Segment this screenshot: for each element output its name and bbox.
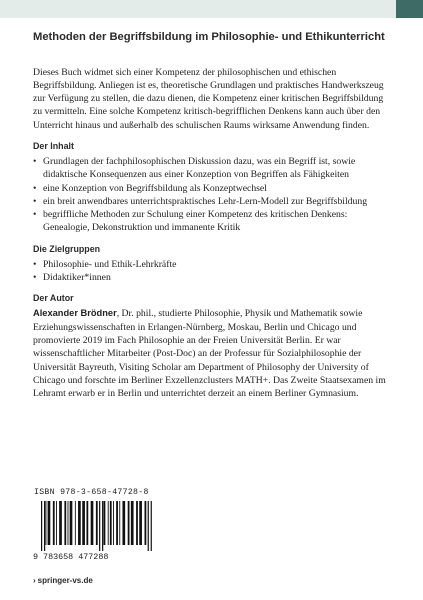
barcode-bar [96,501,98,545]
barcode-bar [82,501,85,545]
barcode-bar [48,501,51,545]
list-item: • Philosophie- und Ethik-Lehrkräfte [33,258,177,270]
list-item: • Didaktiker*innen [33,272,111,284]
list-item: • ein breit anwendbares unterrichtspraktisches Lehr-Lern-Modell zur Begriffsbildung [33,195,368,207]
author-bio [33,307,389,400]
barcode-bar [59,501,62,545]
inhalt-heading: Der Inhalt [33,140,74,151]
barcode-bar [46,501,47,545]
barcode-bars [41,501,205,551]
barcode-bar [122,501,125,545]
bullet-icon: • [33,155,37,167]
barcode-bar [148,501,149,551]
chevron-right-icon: › [33,576,36,585]
author-name: Alexander Brödner [33,308,117,319]
top-color-band [0,0,423,18]
bullet-icon: • [33,195,37,207]
barcode-bar [99,501,100,551]
publisher-url-text: springer-vs.de [37,576,93,585]
barcode-bar [104,501,106,545]
cover-text [33,30,389,400]
barcode-bar [68,501,69,545]
list-item: • eine Konzeption von Begriffsbildung als Konzeptwechsel [33,182,267,194]
bullet-icon: • [33,272,37,284]
barcode-bar [75,501,76,545]
isbn-label: ISBN 978-3-658-47728-8 [34,488,149,497]
barcode-digits: 9 783658 477288 [33,552,109,562]
author-bio-text: , Dr. phil., studierte Philosophie, Physik und Mathematik sowie Erziehungswissenschaften in Erlangen-Nürnberg, Moskau, Berlin und Chicago und promovierte 2019 im Fach Philosophie an der Freien Universität Berlin. Er war wissenschaftlicher Mitarbeiter (Post-Doc) an der Professur für Sozialphilosophie der Universität Bayreuth, Visiting Scholar am Department of Philosophy der University of Chicago und forschte im Berliner Exzellenzclusters MATH+. Das Zweite Staatsexamen im Lehramt erwarb er in Berlin und unterrichtet derzeit an einem Berliner Gymnasium. [33,308,386,400]
list-item: • Grundlagen der fachphilosophischen Diskussion dazu, was ein Begriff ist, sowie didaktische Konsequenzen aus einer Konzeption von Begriffen als Fähigkeiten [33,155,356,181]
barcode-bar [151,501,152,551]
zielgruppen-list [33,258,389,285]
barcode-bar [56,501,57,545]
zielgruppen-heading: Die Zielgruppen [33,243,101,254]
barcode-bar [139,501,142,545]
barcode-bar [108,501,109,545]
barcode-bar [102,501,103,551]
autor-heading: Der Autor [33,293,74,304]
barcode-bar [110,501,112,545]
barcode-bar [116,501,118,545]
bullet-icon: • [33,258,37,270]
list-item: • begriffliche Methoden zur Schulung einer Kompetenz des kritischen Denkens: Genealogie, Dekonstruktion und immanente Kritik [33,209,348,234]
barcode-bar [91,501,94,545]
book-title: Methoden der Begriffsbildung im Philosophie- und Ethikunterricht [33,31,385,43]
inhalt-list [33,155,389,235]
isbn-barcode [33,488,207,564]
barcode-bar [113,501,114,545]
barcode-bar [136,501,138,545]
barcode-bar [78,501,81,545]
intro-paragraph: Dieses Buch widmet sich einer Kompetenz der philosophischen und ethischen Begriffsbildung. Anliegen ist es, theoretische Grundlagen und praktisches Handwerkszeug zur Verfügung zu stellen, die dazu dienen, die Kompetenz einer kritischen Begriffsbildung zu vermitteln. Eine solche Kompetenz kritisch-begrifflichen Denkens kann auch über den Unterricht hinaus und außerhalb des schulischen Raums wirksame Anwendung finden. [33,66,384,131]
spine-accent-strip [396,0,423,18]
barcode-bar [64,501,66,545]
bullet-icon: • [33,209,37,221]
barcode-bar [131,501,134,545]
barcode-bar [41,501,42,551]
publisher-url[interactable] [33,576,93,585]
barcode-bar [119,501,120,545]
barcode-bar [128,501,130,545]
barcode-bar [44,501,45,551]
bullet-icon: • [33,182,37,194]
barcode-bar [145,501,147,545]
barcode-bar [53,501,55,545]
barcode-bar [70,501,73,545]
barcode-bar [86,501,88,545]
